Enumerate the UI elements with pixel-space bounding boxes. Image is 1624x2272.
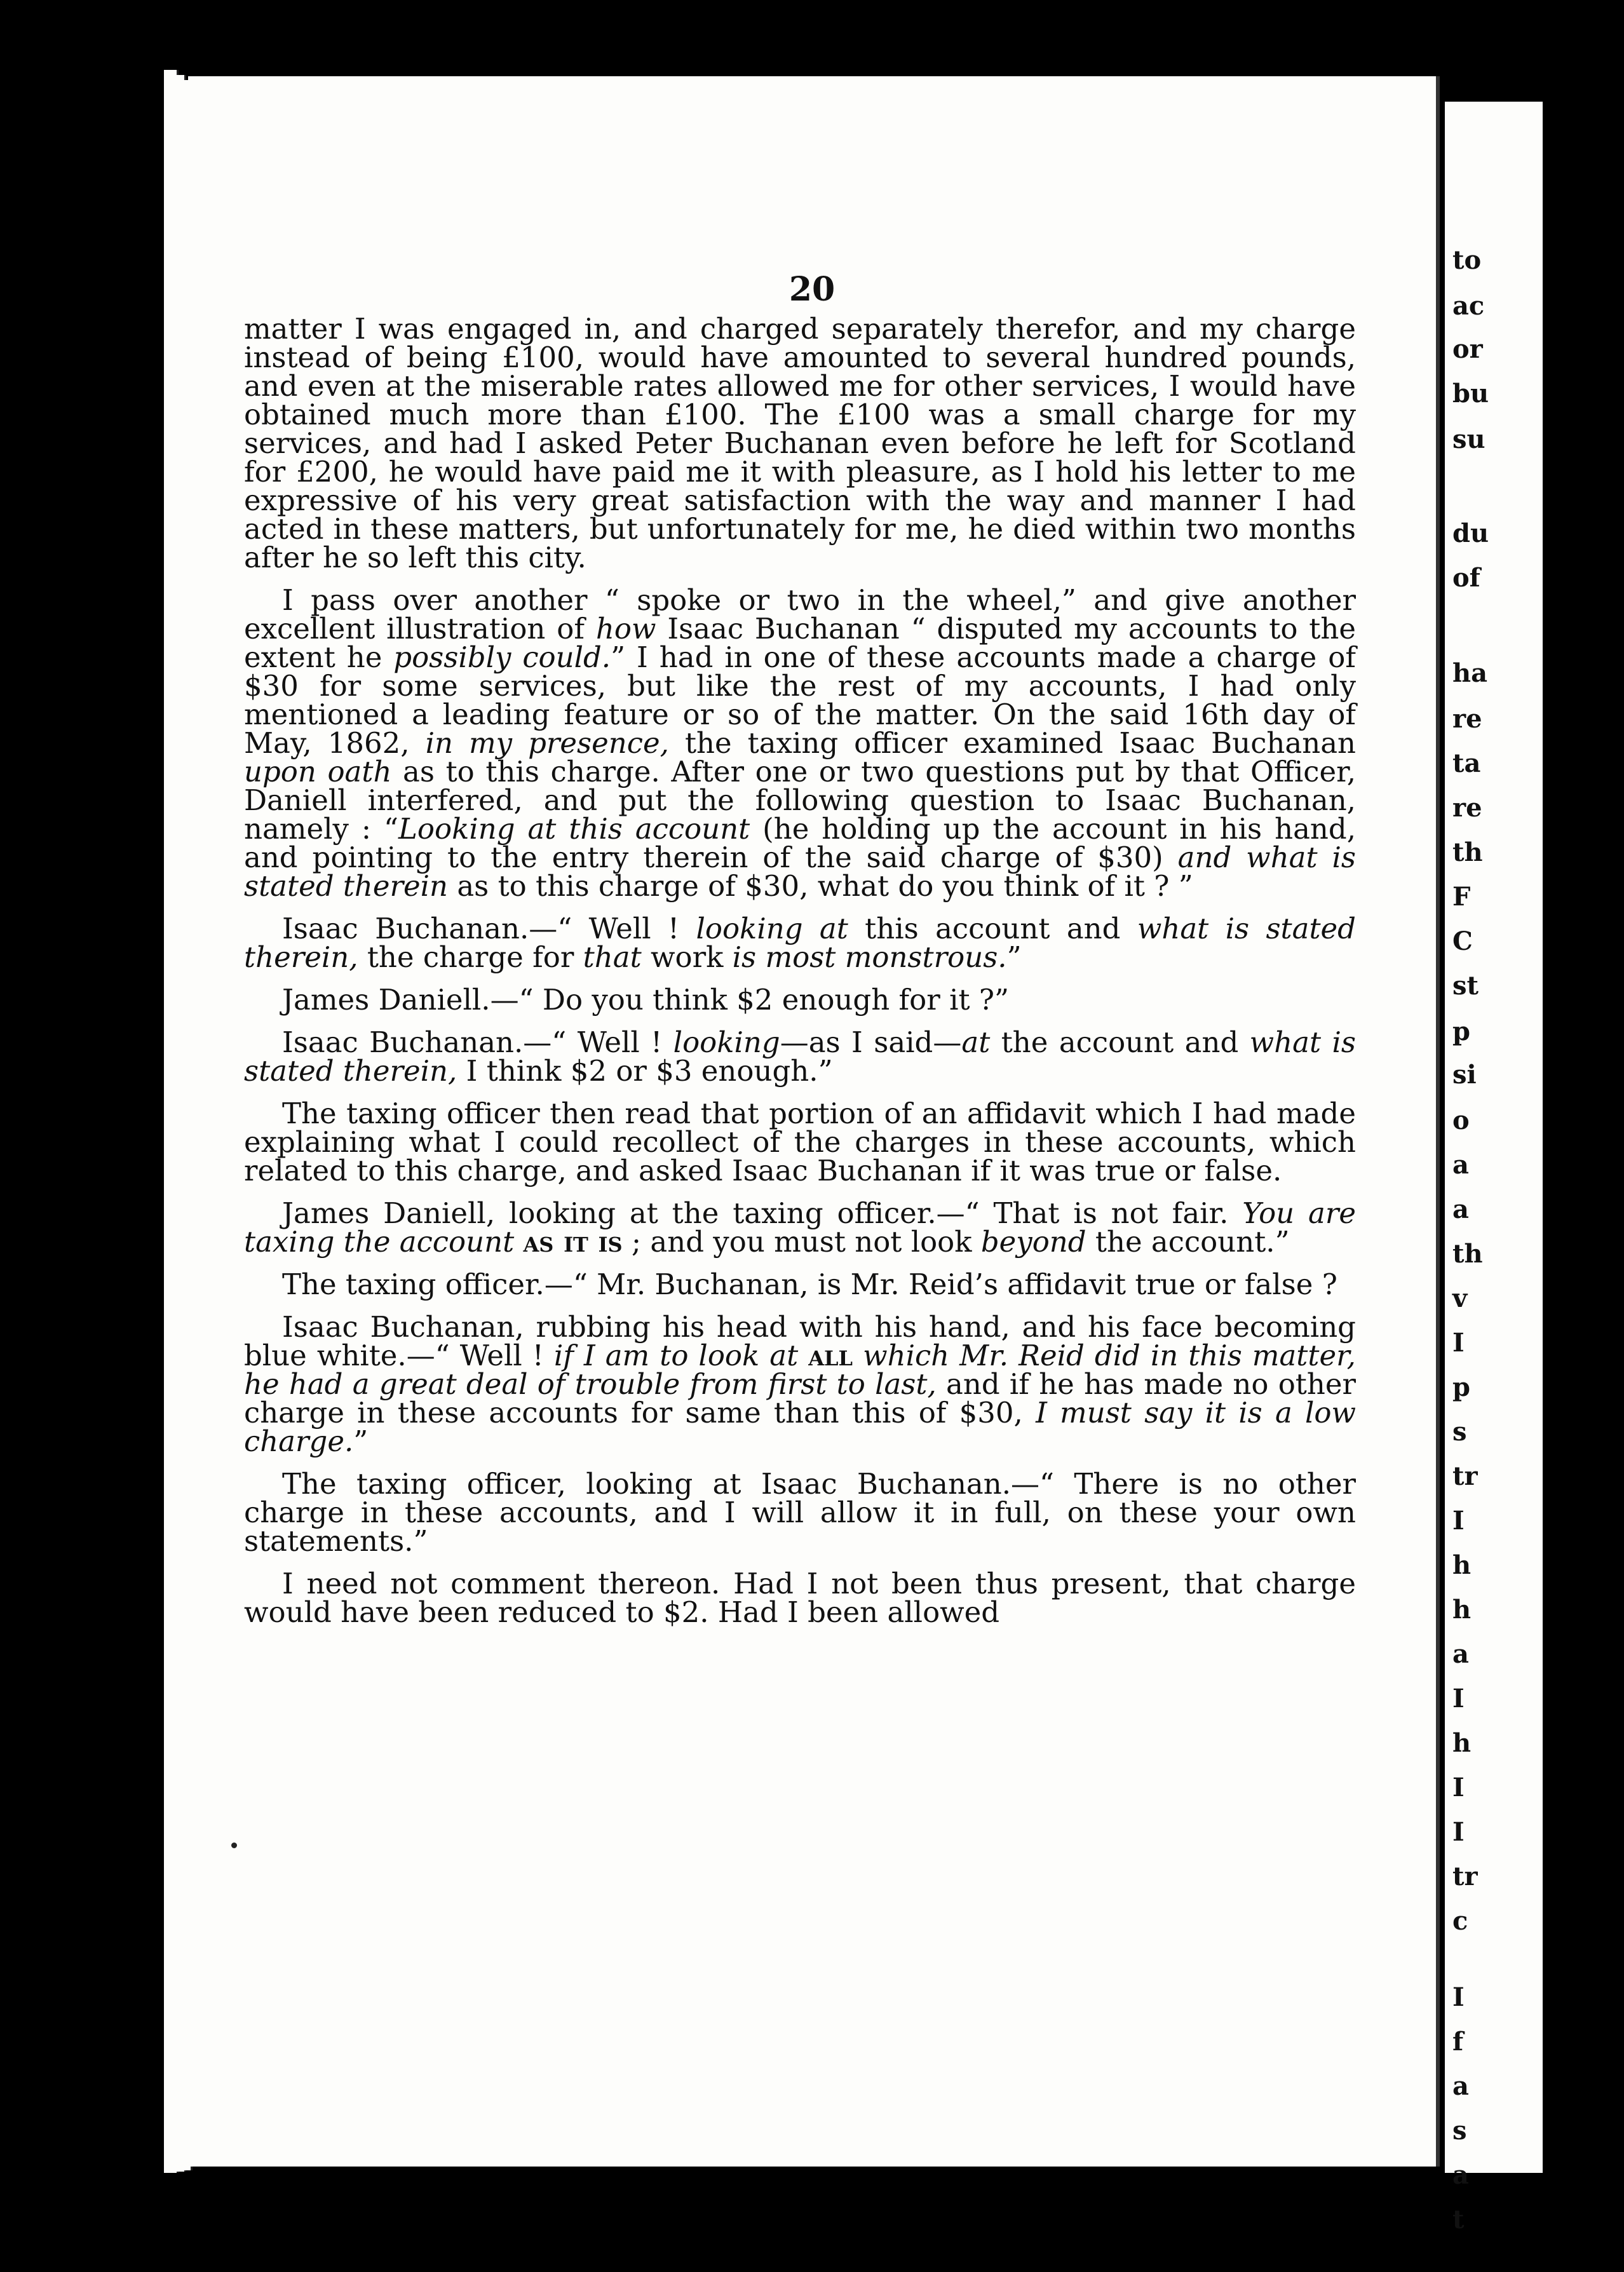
- next-page-line-start: v: [1452, 1283, 1468, 1313]
- text-run: ; and you must not look: [622, 1225, 981, 1259]
- next-page-line-start: tr: [1452, 1862, 1478, 1891]
- next-page-line-start: st: [1452, 971, 1479, 1001]
- text-run: as it is: [523, 1225, 623, 1259]
- text-run: The taxing officer.—“ Mr. Buchanan, is Mr. Reid’s affidavit true or false ?: [282, 1268, 1337, 1301]
- next-page-line-start: p: [1452, 1372, 1470, 1402]
- next-page-line-start: of: [1452, 563, 1480, 593]
- adjacent-page-fragment: [1445, 102, 1543, 2235]
- paragraph: [244, 314, 1356, 572]
- next-page-line-start: I: [1452, 1328, 1465, 1358]
- next-page-line-start: or: [1452, 334, 1483, 364]
- next-page-line-start: f: [1452, 2027, 1464, 2057]
- text-run: —as I said—: [780, 1025, 962, 1059]
- text-run: looking: [673, 1025, 780, 1059]
- text-run: James Daniell.—“ Do you think $2 enough for it ?”: [282, 983, 1009, 1017]
- next-page-line-start: ac: [1452, 291, 1485, 321]
- next-page-line-start: a: [1452, 2160, 1469, 2190]
- paragraph: [244, 1099, 1356, 1185]
- text-run: this account and: [848, 912, 1137, 945]
- text-run: I think $2 or $3 enough.”: [457, 1054, 833, 1088]
- body-text: [244, 314, 1356, 1640]
- text-run: The taxing officer, looking at Isaac Buchanan.—“ There is no other charge in these accounts, and I will allow it in full, on these your own statements.”: [244, 1467, 1356, 1558]
- text-run: and what is stated therein: [244, 841, 1356, 903]
- next-page-line-start: a: [1452, 1194, 1469, 1224]
- paragraph: [244, 1270, 1356, 1299]
- text-run: Looking at this account: [398, 812, 750, 846]
- next-page-line-start: re: [1452, 793, 1482, 823]
- text-run: ”: [1006, 940, 1022, 974]
- text-run: Isaac Buchanan.—“ Well !: [282, 912, 696, 945]
- text-run: all: [808, 1339, 853, 1372]
- page-number: 20: [788, 270, 836, 309]
- next-page-line-start: to: [1452, 245, 1482, 275]
- next-page-line-start: I: [1452, 1684, 1465, 1714]
- paragraph: [244, 583, 1357, 903]
- text-run: as to this charge of $30, what do you think of it ? ”: [448, 869, 1193, 903]
- next-page-line-start: I: [1452, 1817, 1465, 1847]
- text-run: The taxing officer then read that portion of an affidavit which I had made explaining what I could recollect of the charges in these accounts, which related to this charge, and asked Isaac Buchanan if it was true or false.: [244, 1097, 1356, 1187]
- next-page-line-start: th: [1452, 1239, 1483, 1269]
- next-page-line-start: th: [1452, 837, 1483, 867]
- text-run: the account.”: [1086, 1225, 1290, 1259]
- stray-ink-mark: [231, 1843, 237, 1848]
- text-run: Isaac Buchanan, rubbing his head with his hand, and his face becoming blue white.—“ Well !: [244, 1310, 1356, 1372]
- text-run: ”: [353, 1424, 369, 1458]
- next-page-line-start: bu: [1452, 379, 1489, 409]
- text-run: as to this charge. After one or two questions put by that Officer, Daniell interfered, and put the following question to Isaac Buchanan, namely : “: [244, 755, 1356, 846]
- next-page-line-start: I: [1452, 1773, 1465, 1802]
- text-run: I need not comment thereon. Had I not been thus present, that charge would have been reduced to $2. Had I been allowed: [244, 1567, 1356, 1629]
- next-page-line-start: h: [1452, 1595, 1472, 1625]
- text-run: matter I was engaged in, and charged separately therefor, and my charge instead of being £100, would have amounted to several hundred pounds, and even at the miserable rates allowed me for other services, I would have obtained much more than £100. The £100 was a small charge for my services, and had I asked Peter Buchanan even before he left for Scotland for £200, he would have paid me it with pleasure, as I hold his letter to me expressive of his very great satisfaction with the way and manner I had acted in these matters, but unfortunately for me, he died within two months after he so left this city.: [244, 312, 1356, 574]
- next-page-line-start: tr: [1452, 1461, 1478, 1491]
- text-run: James Daniell, looking at the taxing officer.—“ That is not fair.: [282, 1196, 1243, 1230]
- next-page-line-start: a: [1452, 1150, 1469, 1180]
- text-run: the account and: [990, 1025, 1250, 1059]
- paragraph: [244, 1467, 1356, 1558]
- text-run: if I am to look at: [553, 1339, 799, 1372]
- text-run: and if he has made no other charge in these accounts for same than this of $30,: [244, 1367, 1357, 1430]
- text-run: [514, 1225, 523, 1259]
- paragraph: [244, 983, 1356, 1017]
- text-run: what is stated therein,: [244, 912, 1356, 974]
- next-page-line-start: s: [1452, 2116, 1467, 2146]
- paragraph: [244, 1196, 1356, 1259]
- next-page-line-start: du: [1452, 518, 1489, 548]
- next-page-line-start: a: [1452, 2071, 1469, 2101]
- text-run: You are taxing the account: [244, 1196, 1356, 1259]
- next-page-line-start: p: [1452, 1017, 1470, 1046]
- text-run: is most monstrous.: [732, 940, 1007, 974]
- paragraph: [244, 1025, 1356, 1088]
- text-run: that: [583, 940, 642, 974]
- text-run: which Mr. Reid did in this matter, he had a great deal of trouble from first to last,: [244, 1339, 1356, 1401]
- text-run: the charge for: [358, 940, 583, 974]
- next-page-line-start: a: [1452, 1639, 1469, 1669]
- next-page-line-start: ta: [1452, 748, 1481, 778]
- next-page-line-start: t: [1452, 2205, 1465, 2235]
- text-run: Isaac Buchanan.—“ Well !: [282, 1025, 673, 1059]
- paragraph: [244, 912, 1356, 974]
- text-run: work: [641, 940, 733, 974]
- next-page-line-start: su: [1452, 424, 1485, 454]
- text-run: how: [595, 612, 656, 646]
- text-run: possibly could.: [393, 640, 611, 674]
- next-page-line-start: I: [1452, 1982, 1465, 2012]
- next-page-line-start: h: [1452, 1728, 1472, 1758]
- next-page-line-start: o: [1452, 1106, 1470, 1135]
- next-page-line-start: re: [1452, 704, 1482, 734]
- next-page-line-start: c: [1452, 1906, 1468, 1936]
- next-page-line-start: h: [1452, 1550, 1472, 1580]
- next-page-line-start: F: [1452, 882, 1471, 912]
- text-run: in my presence,: [425, 726, 669, 760]
- next-page-line-start: C: [1452, 926, 1473, 956]
- next-page-line-start: ha: [1452, 658, 1487, 688]
- text-run: ” I had in one of these accounts made a charge of $30 for some services, but like the rest of my accounts, I had only mentioned a leading feature or so of the matter. On the said 16th day of May, 1862,: [244, 640, 1357, 760]
- text-run: at: [961, 1025, 991, 1059]
- text-run: looking at: [696, 912, 848, 945]
- text-run: I must say it is a low charge.: [244, 1396, 1356, 1458]
- text-run: the taxing officer examined Isaac Buchanan: [668, 726, 1356, 760]
- binding-gutter-shadow: [1560, 76, 1624, 2167]
- next-page-line-start: s: [1452, 1417, 1467, 1447]
- text-run: beyond: [980, 1225, 1086, 1259]
- next-page-line-start: si: [1452, 1060, 1477, 1090]
- text-run: what is stated therein,: [244, 1025, 1356, 1088]
- next-page-line-start: I: [1452, 1506, 1465, 1536]
- text-run: (he holding up the account in his hand, and pointing to the entry therein of the said charge of $30): [244, 812, 1357, 874]
- text-run: upon oath: [244, 755, 392, 788]
- text-run: I pass over another “ spoke or two in the wheel,” and give another excellent illustration of: [244, 583, 1356, 646]
- text-run: Isaac Buchanan “ disputed my accounts to the extent he: [244, 612, 1356, 674]
- paragraph: [244, 1567, 1356, 1629]
- paragraph: [244, 1310, 1357, 1458]
